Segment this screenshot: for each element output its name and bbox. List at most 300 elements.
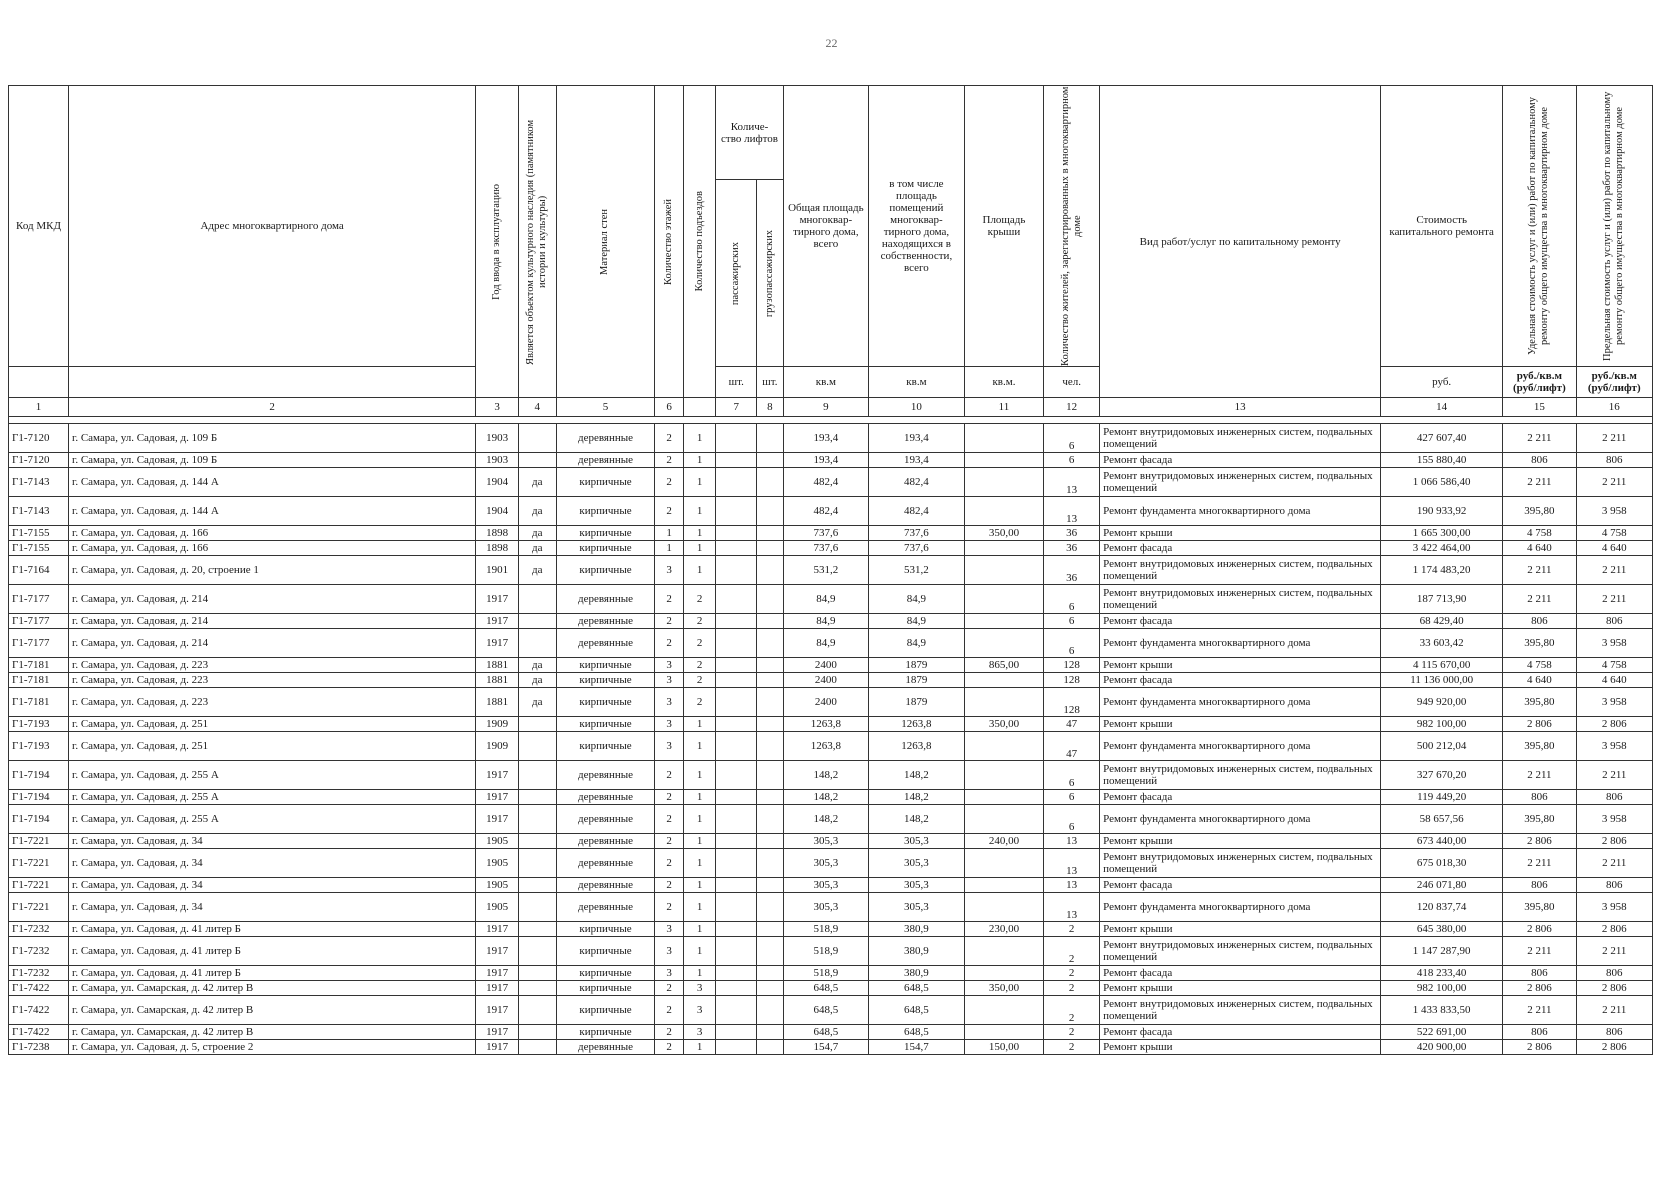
- cell-material: кирпичные: [556, 922, 655, 937]
- cell-year: 1903: [476, 424, 519, 453]
- cell-lifts-freight: [757, 996, 783, 1025]
- cell-address: г. Самара, ул. Садовая, д. 251: [69, 732, 476, 761]
- cell-residents: 13: [1044, 893, 1100, 922]
- table-row: [9, 556, 1653, 585]
- cell-heritage: [518, 424, 556, 453]
- cell-total-area: 737,6: [783, 526, 869, 541]
- table-row: [9, 526, 1653, 541]
- cell-code: Г1-7177: [9, 629, 69, 658]
- column-number: 3: [476, 398, 519, 417]
- cell-limit-cost: 2 806: [1576, 1040, 1652, 1055]
- cell-owned-area: 648,5: [869, 996, 965, 1025]
- cell-address: г. Самара, ул. Садовая, д. 251: [69, 717, 476, 732]
- column-number: [683, 398, 716, 417]
- cell-residents: 13: [1044, 834, 1100, 849]
- units-cost: руб.: [1381, 367, 1503, 398]
- cell-unit-cost: 806: [1503, 878, 1576, 893]
- cell-lifts-freight: [757, 526, 783, 541]
- cell-address: г. Самара, ул. Садовая, д. 109 Б: [69, 424, 476, 453]
- cell-floors: 3: [655, 922, 684, 937]
- cell-lifts-passenger: [716, 1025, 757, 1040]
- cell-lifts-passenger: [716, 922, 757, 937]
- units-code: [9, 367, 69, 398]
- cell-roof-area: [964, 556, 1043, 585]
- cell-entrances: 1: [683, 849, 716, 878]
- cell-material: кирпичные: [556, 541, 655, 556]
- cell-residents: 2: [1044, 1040, 1100, 1055]
- cell-unit-cost: 395,80: [1503, 688, 1576, 717]
- cell-material: деревянные: [556, 453, 655, 468]
- cell-limit-cost: 2 211: [1576, 849, 1652, 878]
- cell-entrances: 1: [683, 556, 716, 585]
- cell-code: Г1-7238: [9, 1040, 69, 1055]
- cell-cost: 11 136 000,00: [1381, 673, 1503, 688]
- cell-cost: 1 433 833,50: [1381, 996, 1503, 1025]
- column-number: 9: [783, 398, 869, 417]
- cell-year: 1917: [476, 761, 519, 790]
- header-heritage: Является объектом культурного наследия (памятником истории и культуры): [518, 86, 556, 398]
- cell-work-type: Ремонт фасада: [1100, 878, 1381, 893]
- cell-work-type: Ремонт крыши: [1100, 922, 1381, 937]
- cell-residents: 128: [1044, 658, 1100, 673]
- cell-address: г. Самара, ул. Садовая, д. 223: [69, 673, 476, 688]
- cell-residents: 2: [1044, 996, 1100, 1025]
- cell-total-area: 154,7: [783, 1040, 869, 1055]
- cell-address: г. Самара, ул. Садовая, д. 20, строение 1: [69, 556, 476, 585]
- cell-code: Г1-7221: [9, 893, 69, 922]
- cell-heritage: да: [518, 658, 556, 673]
- cell-limit-cost: 806: [1576, 790, 1652, 805]
- cell-floors: 3: [655, 937, 684, 966]
- column-number: 14: [1381, 398, 1503, 417]
- cell-entrances: 3: [683, 981, 716, 996]
- cell-cost: 645 380,00: [1381, 922, 1503, 937]
- cell-owned-area: 648,5: [869, 1025, 965, 1040]
- table-row: [9, 966, 1653, 981]
- units-lifts-passenger: шт.: [716, 367, 757, 398]
- cell-roof-area: [964, 629, 1043, 658]
- cell-work-type: Ремонт крыши: [1100, 834, 1381, 849]
- cell-code: Г1-7177: [9, 614, 69, 629]
- cell-heritage: да: [518, 673, 556, 688]
- cell-code: Г1-7422: [9, 981, 69, 996]
- cell-code: Г1-7177: [9, 585, 69, 614]
- table-row: [9, 849, 1653, 878]
- cell-floors: 3: [655, 688, 684, 717]
- cell-unit-cost: 2 806: [1503, 1040, 1576, 1055]
- cell-year: 1917: [476, 981, 519, 996]
- cell-cost: 120 837,74: [1381, 893, 1503, 922]
- table-row: [9, 673, 1653, 688]
- cell-material: деревянные: [556, 1040, 655, 1055]
- table-row: [9, 790, 1653, 805]
- cell-heritage: [518, 922, 556, 937]
- cell-limit-cost: 2 211: [1576, 585, 1652, 614]
- cell-lifts-freight: [757, 966, 783, 981]
- cell-limit-cost: 4 758: [1576, 658, 1652, 673]
- cell-work-type: Ремонт внутридомовых инженерных систем, подвальных помещений: [1100, 585, 1381, 614]
- cell-lifts-freight: [757, 849, 783, 878]
- header-entrances: Количество подъездов: [683, 86, 716, 398]
- cell-lifts-passenger: [716, 878, 757, 893]
- table-row: [9, 717, 1653, 732]
- cell-lifts-passenger: [716, 614, 757, 629]
- cell-work-type: Ремонт внутридомовых инженерных систем, подвальных помещений: [1100, 849, 1381, 878]
- cell-unit-cost: 2 211: [1503, 468, 1576, 497]
- column-number: 11: [964, 398, 1043, 417]
- cell-lifts-passenger: [716, 966, 757, 981]
- cell-unit-cost: 395,80: [1503, 893, 1576, 922]
- cell-unit-cost: 806: [1503, 1025, 1576, 1040]
- cell-floors: 2: [655, 468, 684, 497]
- cell-material: деревянные: [556, 585, 655, 614]
- header-floors: Количество этажей: [655, 86, 684, 398]
- cell-work-type: Ремонт внутридомовых инженерных систем, подвальных помещений: [1100, 424, 1381, 453]
- cell-cost: 58 657,56: [1381, 805, 1503, 834]
- cell-limit-cost: 2 806: [1576, 981, 1652, 996]
- header-material: Материал стен: [556, 86, 655, 398]
- units-row: [9, 367, 1653, 398]
- cell-work-type: Ремонт фундамента многоквартирного дома: [1100, 893, 1381, 922]
- cell-lifts-passenger: [716, 658, 757, 673]
- cell-code: Г1-7193: [9, 732, 69, 761]
- cell-year: 1881: [476, 688, 519, 717]
- cell-residents: 128: [1044, 688, 1100, 717]
- cell-roof-area: [964, 424, 1043, 453]
- cell-material: деревянные: [556, 790, 655, 805]
- cell-residents: 2: [1044, 937, 1100, 966]
- cell-floors: 2: [655, 629, 684, 658]
- table-row: [9, 922, 1653, 937]
- cell-roof-area: [964, 497, 1043, 526]
- cell-material: кирпичные: [556, 996, 655, 1025]
- cell-lifts-freight: [757, 688, 783, 717]
- cell-entrances: 1: [683, 761, 716, 790]
- cell-unit-cost: 395,80: [1503, 497, 1576, 526]
- cell-entrances: 1: [683, 790, 716, 805]
- cell-material: деревянные: [556, 629, 655, 658]
- cell-heritage: [518, 732, 556, 761]
- column-number: 12: [1044, 398, 1100, 417]
- column-numbers-row: [9, 398, 1653, 417]
- cell-floors: 2: [655, 424, 684, 453]
- cell-entrances: 1: [683, 834, 716, 849]
- header-limit-cost: Предельная стоимость услуг и (или) работ по капитальному ремонту общего имущества в многоквартирном доме: [1576, 86, 1652, 367]
- cell-roof-area: 150,00: [964, 1040, 1043, 1055]
- cell-code: Г1-7221: [9, 834, 69, 849]
- cell-total-area: 305,3: [783, 878, 869, 893]
- header-work-type: Вид работ/услуг по капитальному ремонту: [1100, 86, 1381, 398]
- cell-unit-cost: 2 211: [1503, 585, 1576, 614]
- units-total-area: кв.м: [783, 367, 869, 398]
- cell-lifts-passenger: [716, 893, 757, 922]
- cell-unit-cost: 395,80: [1503, 805, 1576, 834]
- cell-lifts-freight: [757, 453, 783, 468]
- cell-entrances: 1: [683, 717, 716, 732]
- cell-lifts-freight: [757, 732, 783, 761]
- cell-entrances: 1: [683, 453, 716, 468]
- cell-heritage: [518, 629, 556, 658]
- cell-floors: 2: [655, 1025, 684, 1040]
- cell-cost: 427 607,40: [1381, 424, 1503, 453]
- cell-cost: 673 440,00: [1381, 834, 1503, 849]
- cell-residents: 6: [1044, 614, 1100, 629]
- column-number: 15: [1503, 398, 1576, 417]
- table-row: [9, 658, 1653, 673]
- cell-residents: 6: [1044, 629, 1100, 658]
- cell-residents: 6: [1044, 790, 1100, 805]
- column-number: 8: [757, 398, 783, 417]
- cell-address: г. Самара, ул. Садовая, д. 214: [69, 614, 476, 629]
- cell-cost: 522 691,00: [1381, 1025, 1503, 1040]
- cell-material: кирпичные: [556, 497, 655, 526]
- cell-work-type: Ремонт фундамента многоквартирного дома: [1100, 732, 1381, 761]
- cell-year: 1917: [476, 966, 519, 981]
- cell-limit-cost: 806: [1576, 966, 1652, 981]
- cell-heritage: [518, 1040, 556, 1055]
- cell-year: 1898: [476, 541, 519, 556]
- cell-year: 1905: [476, 834, 519, 849]
- cell-heritage: да: [518, 688, 556, 717]
- cell-address: г. Самара, ул. Садовая, д. 41 литер Б: [69, 966, 476, 981]
- cell-floors: 2: [655, 790, 684, 805]
- cell-owned-area: 305,3: [869, 849, 965, 878]
- cell-total-area: 84,9: [783, 614, 869, 629]
- cell-floors: 2: [655, 805, 684, 834]
- cell-work-type: Ремонт внутридомовых инженерных систем, подвальных помещений: [1100, 937, 1381, 966]
- cell-lifts-passenger: [716, 453, 757, 468]
- cell-code: Г1-7194: [9, 790, 69, 805]
- cell-code: Г1-7164: [9, 556, 69, 585]
- cell-year: 1881: [476, 658, 519, 673]
- cell-address: г. Самара, ул. Садовая, д. 255 А: [69, 805, 476, 834]
- cell-roof-area: [964, 468, 1043, 497]
- header-cost: Стоимость капитального ремонта: [1381, 86, 1503, 367]
- cell-heritage: [518, 966, 556, 981]
- cell-heritage: [518, 614, 556, 629]
- column-number: 7: [716, 398, 757, 417]
- cell-cost: 500 212,04: [1381, 732, 1503, 761]
- cell-cost: 418 233,40: [1381, 966, 1503, 981]
- cell-floors: 2: [655, 893, 684, 922]
- cell-unit-cost: 2 211: [1503, 761, 1576, 790]
- cell-entrances: 1: [683, 878, 716, 893]
- cell-lifts-passenger: [716, 688, 757, 717]
- cell-floors: 3: [655, 717, 684, 732]
- cell-work-type: Ремонт крыши: [1100, 1040, 1381, 1055]
- cell-code: Г1-7232: [9, 922, 69, 937]
- cell-address: г. Самара, ул. Самарская, д. 42 литер В: [69, 996, 476, 1025]
- cell-total-area: 193,4: [783, 424, 869, 453]
- cell-lifts-passenger: [716, 1040, 757, 1055]
- table-row: [9, 453, 1653, 468]
- cell-heritage: [518, 996, 556, 1025]
- cell-total-area: 305,3: [783, 893, 869, 922]
- cell-lifts-freight: [757, 673, 783, 688]
- cell-material: кирпичные: [556, 937, 655, 966]
- cell-unit-cost: 806: [1503, 614, 1576, 629]
- table-row: [9, 585, 1653, 614]
- cell-year: 1905: [476, 893, 519, 922]
- cell-year: 1898: [476, 526, 519, 541]
- cell-heritage: [518, 834, 556, 849]
- cell-heritage: [518, 937, 556, 966]
- cell-lifts-passenger: [716, 468, 757, 497]
- cell-lifts-passenger: [716, 556, 757, 585]
- table-row: [9, 893, 1653, 922]
- cell-floors: 2: [655, 878, 684, 893]
- table-row: [9, 834, 1653, 849]
- cell-total-area: 84,9: [783, 629, 869, 658]
- header-owned-area: в том числе площадь помещений многоквар- тирного дома, находящихся в собственности, всего: [869, 86, 965, 367]
- cell-roof-area: 350,00: [964, 526, 1043, 541]
- column-number: 2: [69, 398, 476, 417]
- table-body: [9, 424, 1653, 1055]
- cell-roof-area: 350,00: [964, 717, 1043, 732]
- cell-total-area: 482,4: [783, 497, 869, 526]
- cell-floors: 3: [655, 673, 684, 688]
- cell-code: Г1-7194: [9, 761, 69, 790]
- cell-floors: 2: [655, 585, 684, 614]
- cell-unit-cost: 2 211: [1503, 849, 1576, 878]
- cell-lifts-passenger: [716, 732, 757, 761]
- table-row: [9, 732, 1653, 761]
- cell-total-area: 84,9: [783, 585, 869, 614]
- cell-residents: 13: [1044, 497, 1100, 526]
- cell-material: кирпичные: [556, 966, 655, 981]
- cell-lifts-passenger: [716, 526, 757, 541]
- cell-owned-area: 148,2: [869, 761, 965, 790]
- cell-lifts-freight: [757, 658, 783, 673]
- header-total-area: Общая площадь многоквар- тирного дома, всего: [783, 86, 869, 367]
- cell-lifts-freight: [757, 805, 783, 834]
- cell-owned-area: 737,6: [869, 541, 965, 556]
- cell-address: г. Самара, ул. Садовая, д. 166: [69, 541, 476, 556]
- cell-unit-cost: 2 211: [1503, 556, 1576, 585]
- table-row: [9, 996, 1653, 1025]
- cell-roof-area: 865,00: [964, 658, 1043, 673]
- cell-cost: 1 147 287,90: [1381, 937, 1503, 966]
- cell-cost: 327 670,20: [1381, 761, 1503, 790]
- cell-entrances: 1: [683, 424, 716, 453]
- cell-residents: 2: [1044, 981, 1100, 996]
- cell-work-type: Ремонт внутридомовых инженерных систем, подвальных помещений: [1100, 761, 1381, 790]
- column-number: 6: [655, 398, 684, 417]
- cell-entrances: 1: [683, 541, 716, 556]
- cell-limit-cost: 2 211: [1576, 556, 1652, 585]
- cell-year: 1905: [476, 878, 519, 893]
- cell-lifts-freight: [757, 790, 783, 805]
- cell-address: г. Самара, ул. Садовая, д. 144 А: [69, 468, 476, 497]
- column-number: 10: [869, 398, 965, 417]
- cell-lifts-freight: [757, 541, 783, 556]
- cell-total-area: 518,9: [783, 966, 869, 981]
- cell-limit-cost: 4 640: [1576, 673, 1652, 688]
- cell-limit-cost: 2 211: [1576, 468, 1652, 497]
- cell-unit-cost: 2 211: [1503, 996, 1576, 1025]
- cell-entrances: 2: [683, 629, 716, 658]
- cell-floors: 2: [655, 453, 684, 468]
- cell-owned-area: 154,7: [869, 1040, 965, 1055]
- cell-roof-area: [964, 453, 1043, 468]
- cell-owned-area: 1879: [869, 658, 965, 673]
- cell-total-area: 1263,8: [783, 717, 869, 732]
- cell-address: г. Самара, ул. Садовая, д. 166: [69, 526, 476, 541]
- cell-code: Г1-7422: [9, 996, 69, 1025]
- cell-entrances: 2: [683, 614, 716, 629]
- cell-residents: 128: [1044, 673, 1100, 688]
- table-row: [9, 629, 1653, 658]
- cell-owned-area: 1263,8: [869, 717, 965, 732]
- units-address: [69, 367, 476, 398]
- cell-address: г. Самара, ул. Садовая, д. 34: [69, 878, 476, 893]
- cell-floors: 3: [655, 556, 684, 585]
- cell-address: г. Самара, ул. Садовая, д. 41 литер Б: [69, 922, 476, 937]
- cell-material: деревянные: [556, 849, 655, 878]
- cell-work-type: Ремонт фасада: [1100, 614, 1381, 629]
- cell-material: кирпичные: [556, 732, 655, 761]
- cell-code: Г1-7221: [9, 878, 69, 893]
- cell-heritage: [518, 717, 556, 732]
- cell-owned-area: 148,2: [869, 790, 965, 805]
- cell-address: г. Самара, ул. Садовая, д. 223: [69, 658, 476, 673]
- table-row: [9, 937, 1653, 966]
- cell-year: 1904: [476, 468, 519, 497]
- cell-residents: 13: [1044, 849, 1100, 878]
- cell-year: 1917: [476, 1040, 519, 1055]
- units-owned-area: кв.м: [869, 367, 965, 398]
- cell-lifts-passenger: [716, 996, 757, 1025]
- cell-cost: 1 665 300,00: [1381, 526, 1503, 541]
- cell-entrances: 1: [683, 497, 716, 526]
- cell-total-area: 2400: [783, 688, 869, 717]
- cell-lifts-passenger: [716, 761, 757, 790]
- cell-unit-cost: 2 806: [1503, 981, 1576, 996]
- cell-code: Г1-7221: [9, 849, 69, 878]
- cell-cost: 190 933,92: [1381, 497, 1503, 526]
- cell-lifts-passenger: [716, 849, 757, 878]
- units-lifts-freight: шт.: [757, 367, 783, 398]
- cell-material: кирпичные: [556, 658, 655, 673]
- cell-roof-area: [964, 790, 1043, 805]
- cell-residents: 2: [1044, 966, 1100, 981]
- cell-roof-area: [964, 585, 1043, 614]
- cell-address: г. Самара, ул. Садовая, д. 223: [69, 688, 476, 717]
- cell-cost: 982 100,00: [1381, 981, 1503, 996]
- cell-entrances: 1: [683, 922, 716, 937]
- cell-cost: 246 071,80: [1381, 878, 1503, 893]
- header-roof-area: Площадь крыши: [964, 86, 1043, 367]
- cell-owned-area: 84,9: [869, 585, 965, 614]
- cell-roof-area: [964, 614, 1043, 629]
- cell-work-type: Ремонт фасада: [1100, 966, 1381, 981]
- table-row: [9, 878, 1653, 893]
- cell-work-type: Ремонт фундамента многоквартирного дома: [1100, 629, 1381, 658]
- cell-roof-area: [964, 805, 1043, 834]
- cell-floors: 1: [655, 541, 684, 556]
- cell-floors: 1: [655, 526, 684, 541]
- cell-floors: 3: [655, 966, 684, 981]
- cell-entrances: 2: [683, 673, 716, 688]
- cell-owned-area: 380,9: [869, 966, 965, 981]
- capital-repair-register: [8, 85, 1653, 1055]
- cell-unit-cost: 4 640: [1503, 541, 1576, 556]
- cell-entrances: 1: [683, 468, 716, 497]
- header-address: Адрес многоквартирного дома: [69, 86, 476, 367]
- cell-lifts-passenger: [716, 981, 757, 996]
- cell-code: Г1-7155: [9, 526, 69, 541]
- cell-limit-cost: 4 640: [1576, 541, 1652, 556]
